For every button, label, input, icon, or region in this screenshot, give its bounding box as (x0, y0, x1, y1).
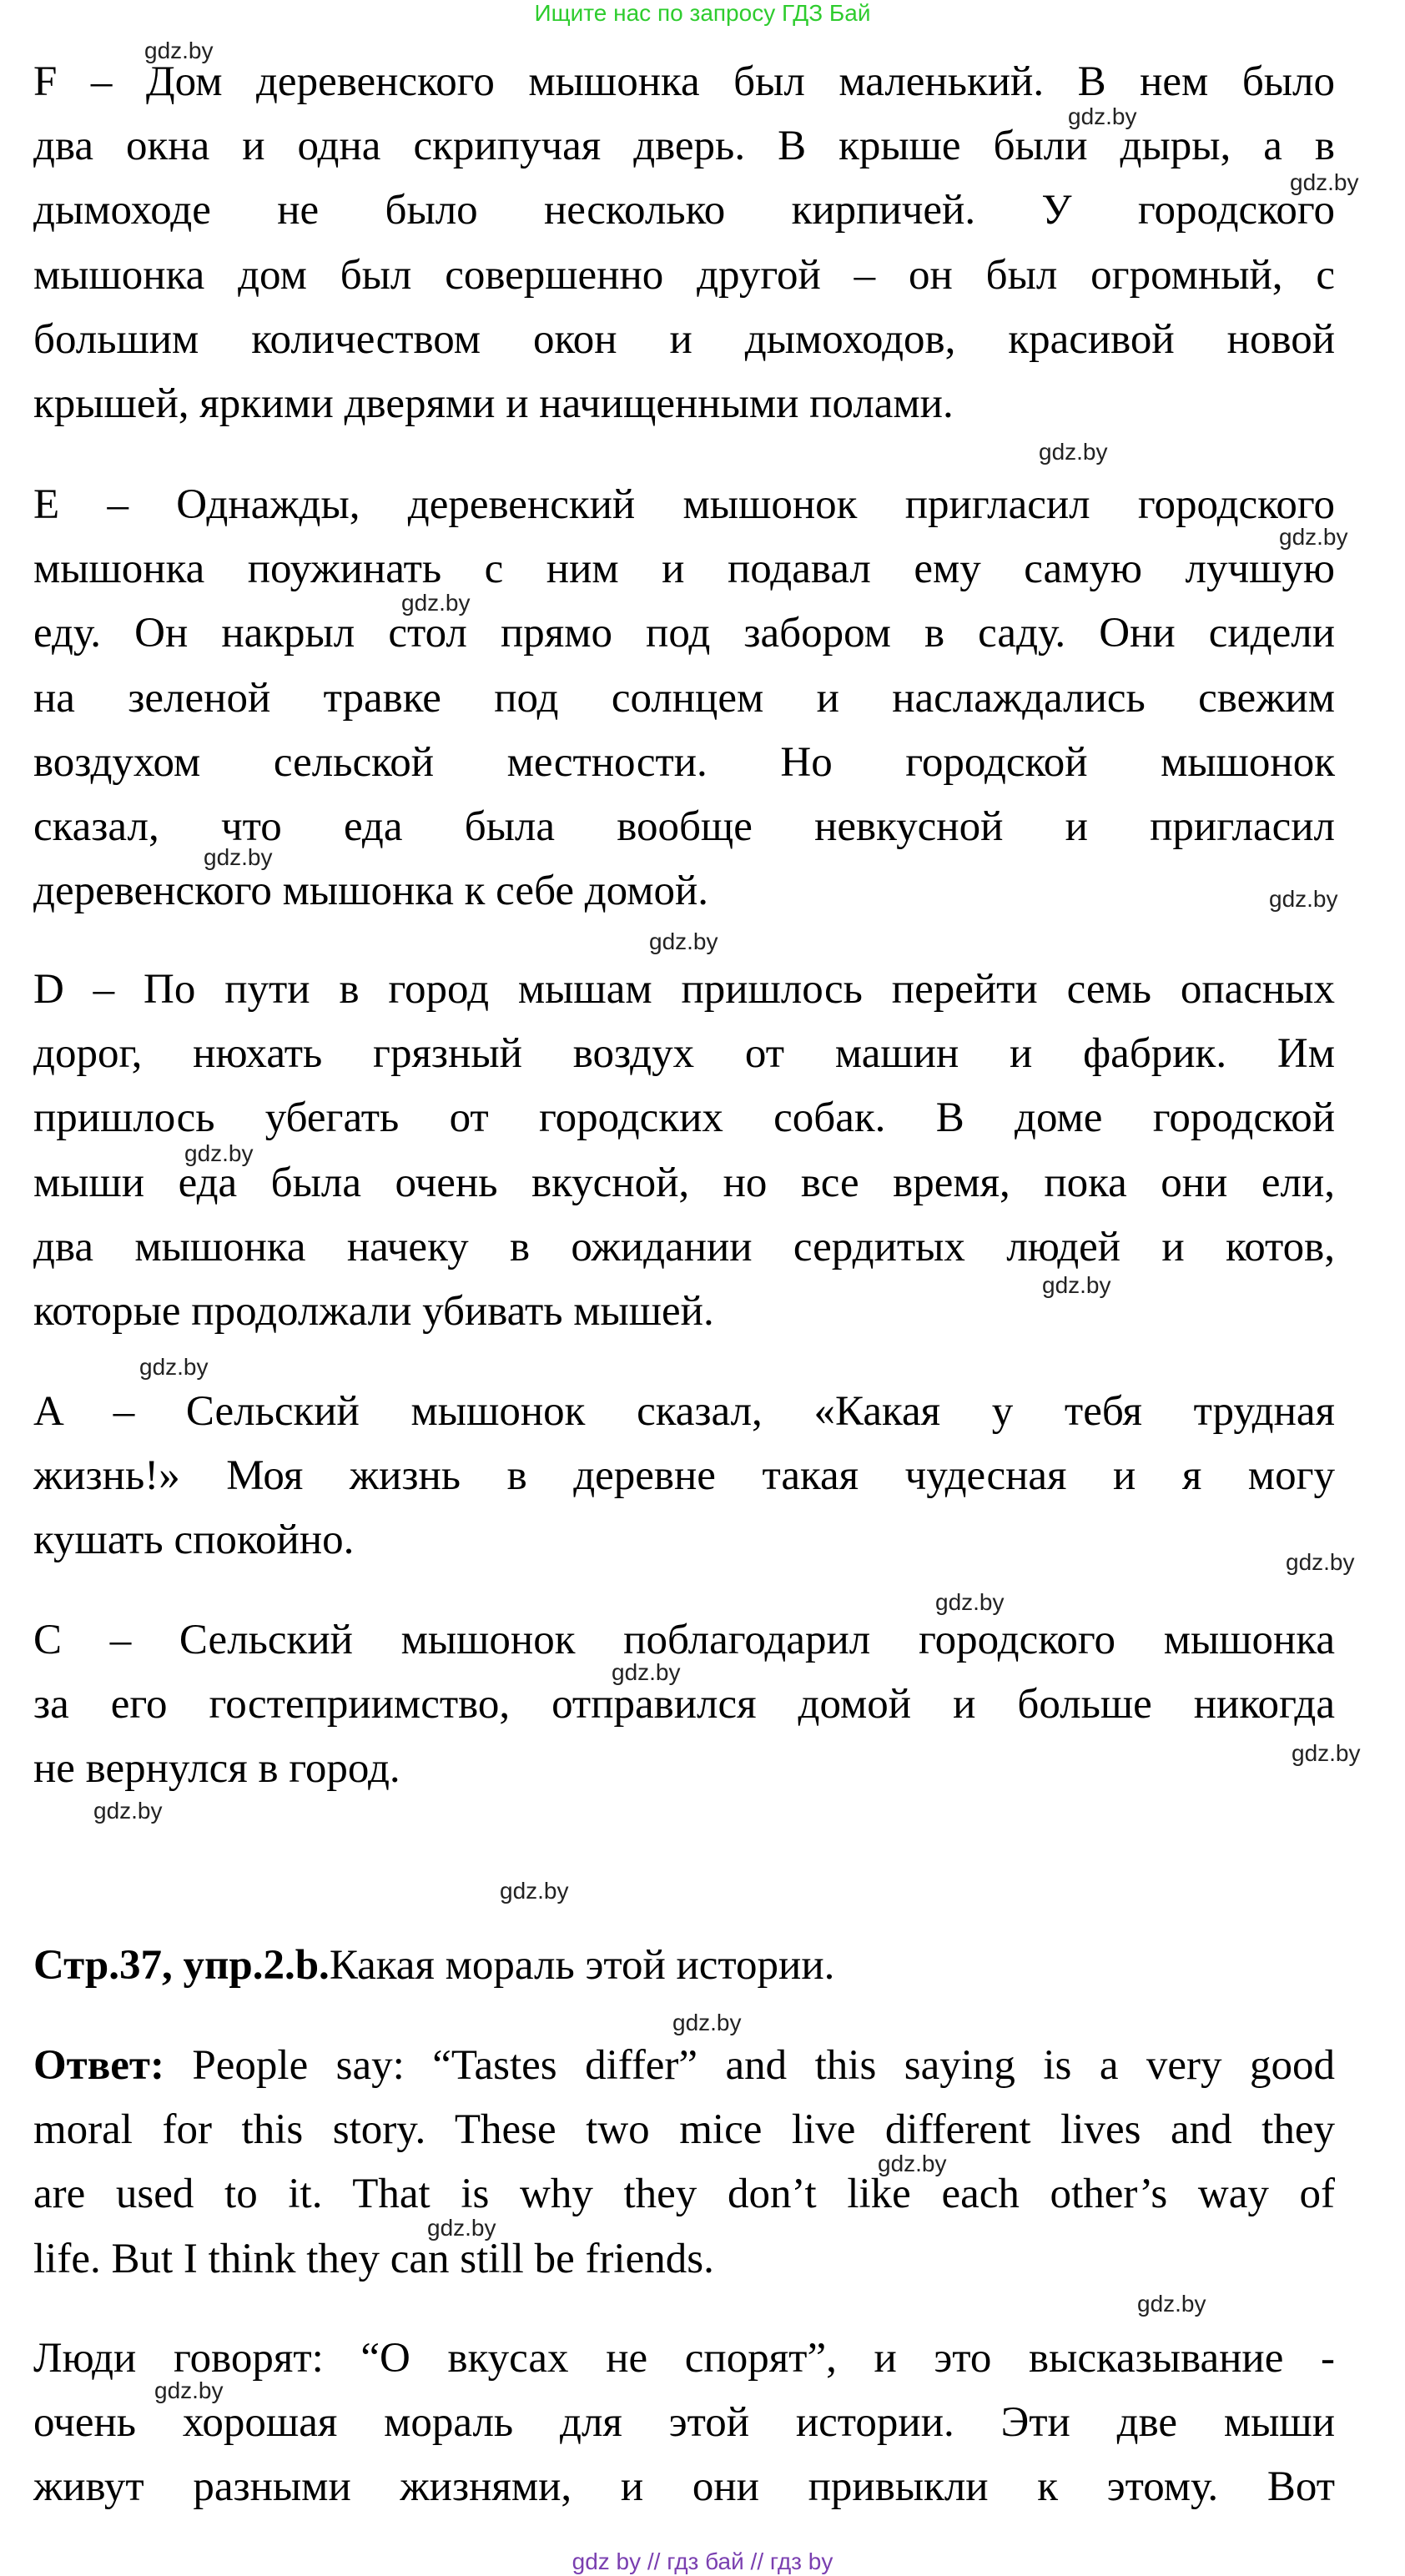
paragraph-f (33, 50, 1335, 436)
heading-line (33, 1934, 1335, 1998)
paragraph-c (33, 1608, 1335, 1802)
text-line: пришлось убегать от городских собак. В доме городской (33, 1094, 1335, 1142)
text-line: F – Дом деревенского мышонка был маленький. В нем было (33, 58, 1335, 105)
footer-links: gdz by // гдз бай // гдз by (572, 2548, 833, 2574)
watermark: gdz.by (878, 2151, 947, 2176)
answer-block (33, 2034, 1335, 2292)
watermark: gdz.by (1269, 886, 1338, 912)
text-line: за его гостеприимство, отправился домой и больше никогда (33, 1681, 1335, 1728)
text-line: крышей, яркими дверями и начищенными полами. (33, 380, 954, 427)
text-line: are used to it. That is why they don’t like each other’s way of (33, 2171, 1335, 2218)
text-line: дорог, нюхать грязный воздух от машин и фабрик. Им (33, 1030, 1335, 1078)
text-line: E – Однажды, деревенский мышонок пригласил городского (33, 481, 1335, 528)
watermark: gdz.by (1290, 169, 1359, 195)
text-line: два окна и одна скрипучая дверь. В крыше были дыры, а в (33, 123, 1335, 170)
watermark: gdz.by (427, 2215, 496, 2241)
watermark: gdz.by (935, 1589, 1005, 1615)
text-line: которые продолжали убивать мышей. (33, 1287, 714, 1335)
answer-first-line (33, 2034, 1335, 2098)
watermark: gdz.by (1068, 103, 1137, 129)
paragraph-a (33, 1380, 1335, 1573)
watermark: gdz.by (139, 1354, 209, 1380)
translation-block (33, 2327, 1335, 2520)
text-line: на зеленой травке под солнцем и наслаждались свежим (33, 674, 1335, 722)
text-line: мыши еда была очень вкусной, но все время, пока они ели, (33, 1159, 1335, 1206)
watermark: gdz.by (1286, 1549, 1355, 1575)
text-line: два мышонка начеку в ожидании сердитых людей и котов, (33, 1223, 1335, 1270)
watermark: gdz.by (1292, 1740, 1361, 1766)
answer-text: People say: “Tastes differ” and this saying is a very good (164, 2042, 1335, 2089)
exercise-heading (33, 1934, 1335, 1998)
text-line: мышонка поужинать с ним и подавал ему самую лучшую (33, 546, 1335, 593)
watermark: gdz.by (500, 1878, 569, 1904)
text-line: life. But I think they can still be friends. (33, 2235, 714, 2282)
text-line: кушать спокойно. (33, 1517, 355, 1564)
watermark: gdz.by (649, 928, 718, 954)
answer-label: Ответ: (33, 2042, 164, 2089)
exercise-ref: Стр.37, упр.2.b. (33, 1942, 330, 1989)
text-line: сказал, что еда была вообще невкусной и пригласил (33, 802, 1335, 850)
watermark: gdz.by (184, 1140, 254, 1166)
watermark: gdz.by (672, 2010, 742, 2035)
watermark: gdz.by (612, 1659, 681, 1685)
text-line: деревенского мышонка к себе домой. (33, 868, 709, 915)
watermark: gdz.by (1042, 1272, 1111, 1298)
text-line: очень хорошая мораль для этой истории. Эти две мыши (33, 2399, 1335, 2447)
text-line: A – Сельский мышонок сказал, «Какая у тебя трудная (33, 1388, 1335, 1435)
text-line: C – Сельский мышонок поблагодарил городского мышонка (33, 1617, 1335, 1663)
watermark: gdz.by (1137, 2291, 1206, 2317)
watermark: gdz.by (401, 590, 471, 616)
text-line: большим количеством окон и дымоходов, красивой новой (33, 315, 1335, 363)
watermark: gdz.by (93, 1798, 163, 1824)
text-line: moral for this story. These two mice live different lives and they (33, 2106, 1335, 2154)
text-line: еду. Он накрыл стол прямо под забором в саду. Они сидели (33, 610, 1335, 657)
text-line: Люди говорят: “О вкусах не спорят”, и это высказывание - (33, 2335, 1335, 2382)
text-line: мышонка дом был совершенно другой – он был огромный, с (33, 251, 1335, 299)
exercise-question: Какая мораль этой истории. (329, 1942, 835, 1989)
search-banner: Ищите нас по запросу ГДЗ Бай (534, 0, 871, 26)
text-line: D – По пути в город мышам пришлось перейти семь опасных (33, 966, 1335, 1013)
text-line: дымоходе не было несколько кирпичей. У городского (33, 187, 1335, 234)
watermark: gdz.by (1279, 524, 1348, 550)
text-line: живут разными жизнями, и они привыкли к этому. Вот (33, 2463, 1335, 2511)
text-line: воздухом сельской местности. Но городской мышонок (33, 738, 1335, 786)
watermark: gdz.by (1039, 439, 1108, 465)
text-line: жизнь!» Моя жизнь в деревне такая чудесная и я могу (33, 1452, 1335, 1500)
watermark: gdz.by (154, 2377, 224, 2403)
watermark: gdz.by (144, 38, 214, 63)
text-line: не вернулся в город. (33, 1745, 400, 1793)
watermark: gdz.by (204, 844, 273, 870)
